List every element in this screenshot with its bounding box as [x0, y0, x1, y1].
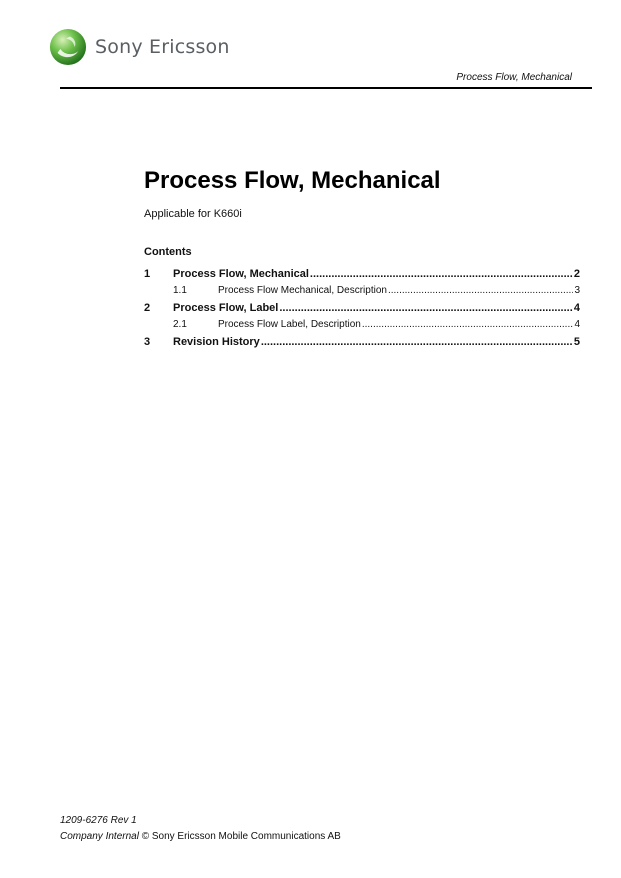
toc-dot-leader — [261, 336, 573, 348]
toc-entry[interactable] — [144, 336, 580, 353]
toc-dot-leader — [362, 319, 574, 330]
toc-entry-number: 1 — [144, 268, 151, 280]
toc-entry[interactable] — [144, 268, 580, 285]
toc-entry-number: 3 — [144, 336, 151, 348]
toc-entry-number: 1.1 — [173, 285, 187, 296]
toc-entry[interactable] — [144, 319, 580, 336]
toc-entry-label: Revision History — [173, 336, 260, 348]
toc-entry[interactable] — [144, 285, 580, 302]
toc-entry-label: Process Flow, Mechanical — [173, 268, 309, 280]
toc-entry-number: 2.1 — [173, 319, 187, 330]
footer-document-number: 1209-6276 Rev 1 — [60, 815, 137, 826]
sony-ericsson-logo-icon — [49, 28, 87, 66]
toc-entry-label: Process Flow Mechanical, Description — [218, 285, 387, 296]
toc-entry-page: 4 — [574, 319, 580, 330]
footer-copyright: © Sony Ericsson Mobile Communications AB — [138, 831, 341, 842]
table-of-contents — [144, 268, 580, 353]
toc-dot-leader — [279, 302, 573, 314]
toc-entry-label: Process Flow, Label — [173, 302, 279, 314]
toc-entry-page: 2 — [573, 268, 580, 280]
brand-name: Sony Ericsson — [95, 36, 230, 58]
toc-entry-page: 4 — [573, 302, 580, 314]
document-title: Process Flow, Mechanical — [144, 167, 441, 194]
toc-entry-page: 5 — [573, 336, 580, 348]
document-subtitle: Applicable for K660i — [144, 208, 242, 220]
footer-company-internal: Company Internal — [60, 831, 139, 842]
toc-dot-leader — [310, 268, 573, 280]
toc-entry-number: 2 — [144, 302, 151, 314]
toc-entry-page: 3 — [574, 285, 580, 296]
contents-heading: Contents — [144, 246, 192, 258]
footer-company-line — [60, 831, 341, 842]
toc-dot-leader — [388, 285, 573, 296]
running-header-title: Process Flow, Mechanical — [456, 72, 572, 83]
brand-logo — [49, 28, 230, 66]
header-divider — [60, 87, 592, 89]
toc-entry-label: Process Flow Label, Description — [218, 319, 361, 330]
toc-entry[interactable] — [144, 302, 580, 319]
